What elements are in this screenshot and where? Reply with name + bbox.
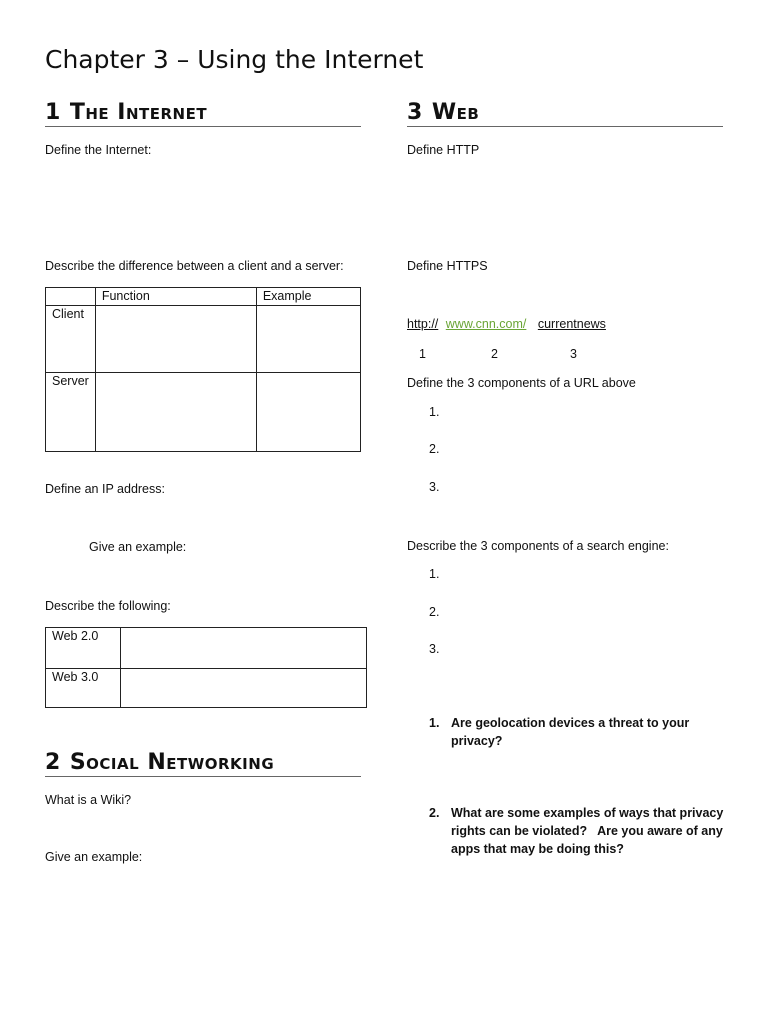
section-number: 1 <box>45 100 61 125</box>
list-item: 3. <box>429 642 440 656</box>
url-number-2: 2 <box>491 347 498 361</box>
prompt-define-ip: Define an IP address: <box>45 482 165 496</box>
question-text: What are some examples of ways that privacy <box>451 806 724 820</box>
table-header <box>46 288 96 306</box>
page-title: Chapter 3 – Using the Internet <box>45 45 424 74</box>
prompt-client-server: Describe the difference between a client and a server: <box>45 259 344 273</box>
question-privacy <box>429 804 723 858</box>
section-title: Social Networking <box>69 750 275 775</box>
prompt-define-http: Define HTTP <box>407 143 480 157</box>
question-text: Are geolocation devices a threat to your <box>451 716 690 730</box>
table-row-label: Server <box>46 373 96 452</box>
section-title: The Internet <box>69 100 208 125</box>
url-protocol[interactable]: http:// <box>407 317 439 331</box>
url-domain[interactable]: www.cnn.com/ <box>445 317 527 331</box>
url-path[interactable]: currentnews <box>537 317 606 331</box>
question-text: rights can be violated? Are you aware of any <box>451 824 723 838</box>
question-number: 2. <box>429 806 440 820</box>
section-heading-social-networking <box>45 750 361 777</box>
question-text: apps that may be doing this? <box>451 842 624 856</box>
list-item: 1. <box>429 405 440 419</box>
list-item: 2. <box>429 442 440 456</box>
prompt-give-example-wiki: Give an example: <box>45 850 143 864</box>
table-cell[interactable] <box>95 373 256 452</box>
prompt-url-components: Define the 3 components of a URL above <box>407 376 636 390</box>
table-cell[interactable] <box>256 306 360 373</box>
url-number-3: 3 <box>570 347 577 361</box>
section-title: Web <box>431 100 480 125</box>
table-row-label: Web 2.0 <box>46 628 121 669</box>
table-cell[interactable] <box>95 306 256 373</box>
table-header: Function <box>95 288 256 306</box>
section-heading-web <box>407 100 723 127</box>
question-text: privacy? <box>451 734 503 748</box>
list-item: 2. <box>429 605 440 619</box>
table-cell[interactable] <box>256 373 360 452</box>
prompt-define-internet: Define the Internet: <box>45 143 152 157</box>
list-item: 3. <box>429 480 440 494</box>
question-number: 1. <box>429 716 440 730</box>
table-row-label: Web 3.0 <box>46 669 121 708</box>
prompt-give-example: Give an example: <box>89 540 187 554</box>
table-cell[interactable] <box>121 669 367 708</box>
web-versions-table <box>45 627 367 708</box>
prompt-describe-following: Describe the following: <box>45 599 171 613</box>
url-number-1: 1 <box>419 347 426 361</box>
table-cell[interactable] <box>121 628 367 669</box>
list-item: 1. <box>429 567 440 581</box>
section-heading-internet <box>45 100 361 127</box>
question-geolocation <box>429 714 689 750</box>
section-number: 3 <box>407 100 423 125</box>
prompt-search-engine: Describe the 3 components of a search engine: <box>407 539 669 553</box>
section-number: 2 <box>45 750 61 775</box>
table-header: Example <box>256 288 360 306</box>
prompt-wiki: What is a Wiki? <box>45 793 132 807</box>
prompt-define-https: Define HTTPS <box>407 259 488 273</box>
url-example <box>407 317 606 331</box>
client-server-table <box>45 287 361 452</box>
table-row-label: Client <box>46 306 96 373</box>
